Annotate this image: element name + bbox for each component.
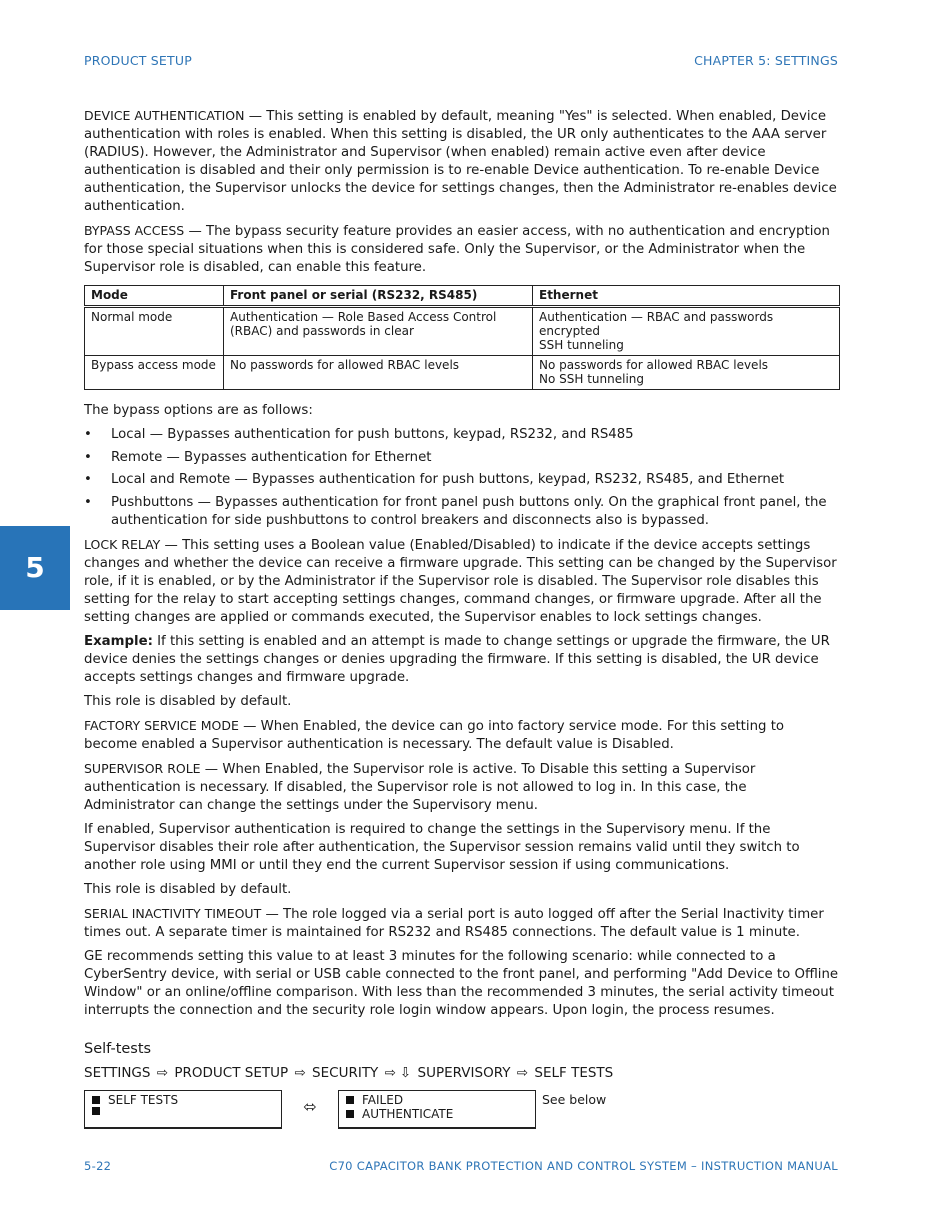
table-cell-mode: Bypass access mode — [85, 356, 224, 390]
self-tests-menu-box — [84, 1090, 282, 1129]
factory-service-mode-paragraph — [84, 717, 840, 754]
right-arrow-icon: ⇨ — [294, 1064, 306, 1081]
menu-line — [343, 1107, 531, 1121]
right-arrow-icon: ⇨ — [384, 1064, 396, 1081]
path-item: SUPERVISORY — [417, 1064, 511, 1081]
factory-service-mode-keyword: FACTORY SERVICE MODE — [84, 717, 239, 733]
self-tests-heading: Self-tests — [84, 1040, 152, 1057]
bypass-access-paragraph — [84, 222, 840, 277]
square-bullet-icon — [346, 1096, 354, 1104]
table-cell-ethernet-line: Authentication — RBAC and passwords encrypted — [539, 310, 774, 338]
device-authentication-keyword: DEVICE AUTHENTICATION — [84, 108, 245, 123]
table-cell-ethernet-line: No passwords for allowed RBAC levels — [539, 358, 769, 372]
example-paragraph — [84, 633, 840, 687]
device-authentication-text: — This setting is enabled by default, meaning "Yes" is selected. When enabled, Device authentication with roles is enabled. When this setting is disabled, the UR only authenticates to the AAA server (RADIUS). However, the Administrator and Supervisor (when enabled) remain active even after device authentication is disabled and their only permission is to re-enable Device authentication. To re-enable Device authentication, the Supervisor unlocks the device for settings changes, then the Administrator re-enables device authentication. — [84, 109, 837, 214]
serial-inactivity-paragraph — [84, 905, 840, 942]
table-cell-ethernet — [533, 307, 840, 356]
path-item: SETTINGS — [84, 1064, 151, 1081]
example-text: If this setting is enabled and an attempt is made to change settings or upgrade the firmware, the UR device denies the settings changes or denies upgrading the firmware. If this setting is disabled, the UR device accepts settings changes and firmware upgrade. — [84, 633, 830, 685]
supervisor-enabled-paragraph: If enabled, Supervisor authentication is required to change the settings in the Supervisory menu. If the Supervisor disables their role after authentication, the Supervisor session remains valid until they switch to another role using MMI or until they end the current Supervisor session if using communications. — [84, 821, 800, 873]
lock-relay-text: — This setting uses a Boolean value (Enabled/Disabled) to indicate if the device accepts settings changes and whether the device can receive a firmware upgrade. This setting can be changed by the Supervisor role, if it is enabled, or by the Administrator if the Supervisor role is disabled. The Supervisor role disables this setting for the relay to start accepting settings changes, command changes, or firmware upgrade. After all the setting changes are applied or commands executed, the Supervisor enables to lock settings changes. — [84, 537, 837, 625]
right-arrow-icon: ⇨ — [156, 1064, 169, 1081]
supervisor-role-keyword: SUPERVISOR ROLE — [84, 760, 201, 776]
disabled-default-note: This role is disabled by default. — [84, 693, 292, 709]
bypass-access-text: — The bypass security feature provides an easier access, with no authentication and encryption for those special situations when this is considered safe. Only the Supervisor, or the Administrator when the Supervisor role is disabled, can enable this feature. — [84, 224, 830, 275]
down-arrow-icon: ⇩ — [399, 1064, 412, 1081]
list-item — [84, 471, 840, 489]
table-header-ethernet: Ethernet — [533, 286, 840, 307]
menu-line-text: SELF TESTS — [108, 1092, 179, 1107]
bullet-icon: • — [84, 427, 92, 442]
example-label: Example: — [84, 633, 153, 649]
list-item-text: Remote — Bypasses authentication for Ethernet — [111, 449, 432, 465]
menu-line-text: AUTHENTICATE — [362, 1106, 454, 1121]
page-content — [84, 107, 840, 1130]
table-cell-ethernet-line: SSH tunneling — [539, 338, 624, 352]
footer-manual-title: C70 CAPACITOR BANK PROTECTION AND CONTROL SYSTEM – INSTRUCTION MANUAL — [329, 1159, 838, 1173]
table-header-front-panel: Front panel or serial (RS232, RS485) — [224, 286, 533, 307]
table-header-mode: Mode — [85, 286, 224, 307]
bypass-options-list — [84, 426, 840, 530]
table-cell-ethernet — [533, 356, 840, 390]
square-bullet-icon — [346, 1110, 354, 1118]
table-cell-front-panel: No passwords for allowed RBAC levels — [224, 356, 533, 390]
double-arrow-icon: ⬄ — [303, 1096, 317, 1116]
table-row — [85, 307, 840, 356]
menu-line — [343, 1093, 531, 1107]
see-below-note: See below — [542, 1091, 607, 1107]
right-arrow-icon: ⇨ — [516, 1064, 529, 1081]
footer-page-number: 5-22 — [84, 1159, 112, 1173]
supervisor-role-text: — When Enabled, the Supervisor role is active. To Disable this setting a Supervisor authentication is necessary. If disabled, the Supervisor role is not allowed to log in. In this case, the Administrator can change the settings under the Supervisory menu. — [84, 761, 756, 813]
list-item — [84, 426, 840, 444]
device-authentication-paragraph — [84, 107, 840, 216]
bypass-access-keyword: BYPASS ACCESS — [84, 223, 185, 238]
serial-inactivity-keyword: SERIAL INACTIVITY TIMEOUT — [84, 905, 262, 921]
menu-line — [89, 1107, 277, 1115]
chapter-side-tab: 5 — [0, 526, 70, 610]
bypass-options-intro: The bypass options are as follows: — [84, 403, 313, 418]
table-cell-ethernet-line: No SSH tunneling — [539, 372, 644, 386]
path-item: SELF TESTS — [534, 1064, 614, 1081]
serial-inactivity-text: — The role logged via a serial port is auto logged off after the Serial Inactivity timer times out. A separate timer is maintained for RS232 and RS485 connections. The default value is 1 minute. — [84, 906, 824, 940]
list-item-text: Pushbuttons — Bypasses authentication for front panel push buttons only. On the graphical front panel, the authentication for side pushbuttons to control breakers and disconnects also is bypassed. — [111, 494, 827, 528]
supervisor-role-paragraph — [84, 760, 840, 815]
path-item: SECURITY — [312, 1064, 379, 1081]
bullet-icon: • — [84, 449, 92, 465]
table-header-row — [85, 286, 840, 307]
path-item: PRODUCT SETUP — [174, 1064, 289, 1081]
list-item — [84, 449, 840, 467]
factory-service-mode-text: — When Enabled, the device can go into factory service mode. For this setting to become enabled a Supervisor authentication is necessary. The default value is Disabled. — [84, 718, 785, 752]
lock-relay-paragraph — [84, 536, 840, 627]
lock-relay-keyword: LOCK RELAY — [84, 536, 161, 552]
square-bullet-icon — [92, 1096, 100, 1104]
table-row — [85, 356, 840, 390]
square-bullet-icon — [92, 1107, 100, 1115]
settings-path-breadcrumb — [84, 1064, 840, 1082]
disabled-default-note: This role is disabled by default. — [84, 881, 292, 897]
bypass-modes-table — [84, 285, 840, 390]
list-item — [84, 494, 840, 530]
table-cell-front-panel: Authentication — Role Based Access Control (RBAC) and passwords in clear — [224, 307, 533, 356]
header-chapter-title: CHAPTER 5: SETTINGS — [694, 53, 838, 68]
bullet-icon: • — [84, 472, 92, 487]
header-section-title: PRODUCT SETUP — [84, 53, 192, 68]
menu-line — [89, 1093, 277, 1107]
self-tests-menu-row — [84, 1090, 840, 1130]
bullet-icon: • — [84, 494, 92, 510]
table-cell-mode: Normal mode — [85, 307, 224, 356]
failed-authenticate-menu-box — [338, 1090, 536, 1129]
list-item-text: Local and Remote — Bypasses authentication for push buttons, keypad, RS232, RS485, and Ethernet — [111, 472, 785, 487]
ge-recommends-paragraph: GE recommends setting this value to at least 3 minutes for the following scenario: while connected to a CyberSentry device, with serial or USB cable connected to the front panel, and performing "Add Device to Offline Window" or an online/offline comparison. With less than the recommended 3 minutes, the serial activity timeout interrupts the connection and the security role login window appears. Upon login, the process resumes. — [84, 948, 839, 1018]
menu-line-text: FAILED — [362, 1092, 404, 1107]
list-item-text: Local — Bypasses authentication for push buttons, keypad, RS232, and RS485 — [111, 427, 634, 442]
